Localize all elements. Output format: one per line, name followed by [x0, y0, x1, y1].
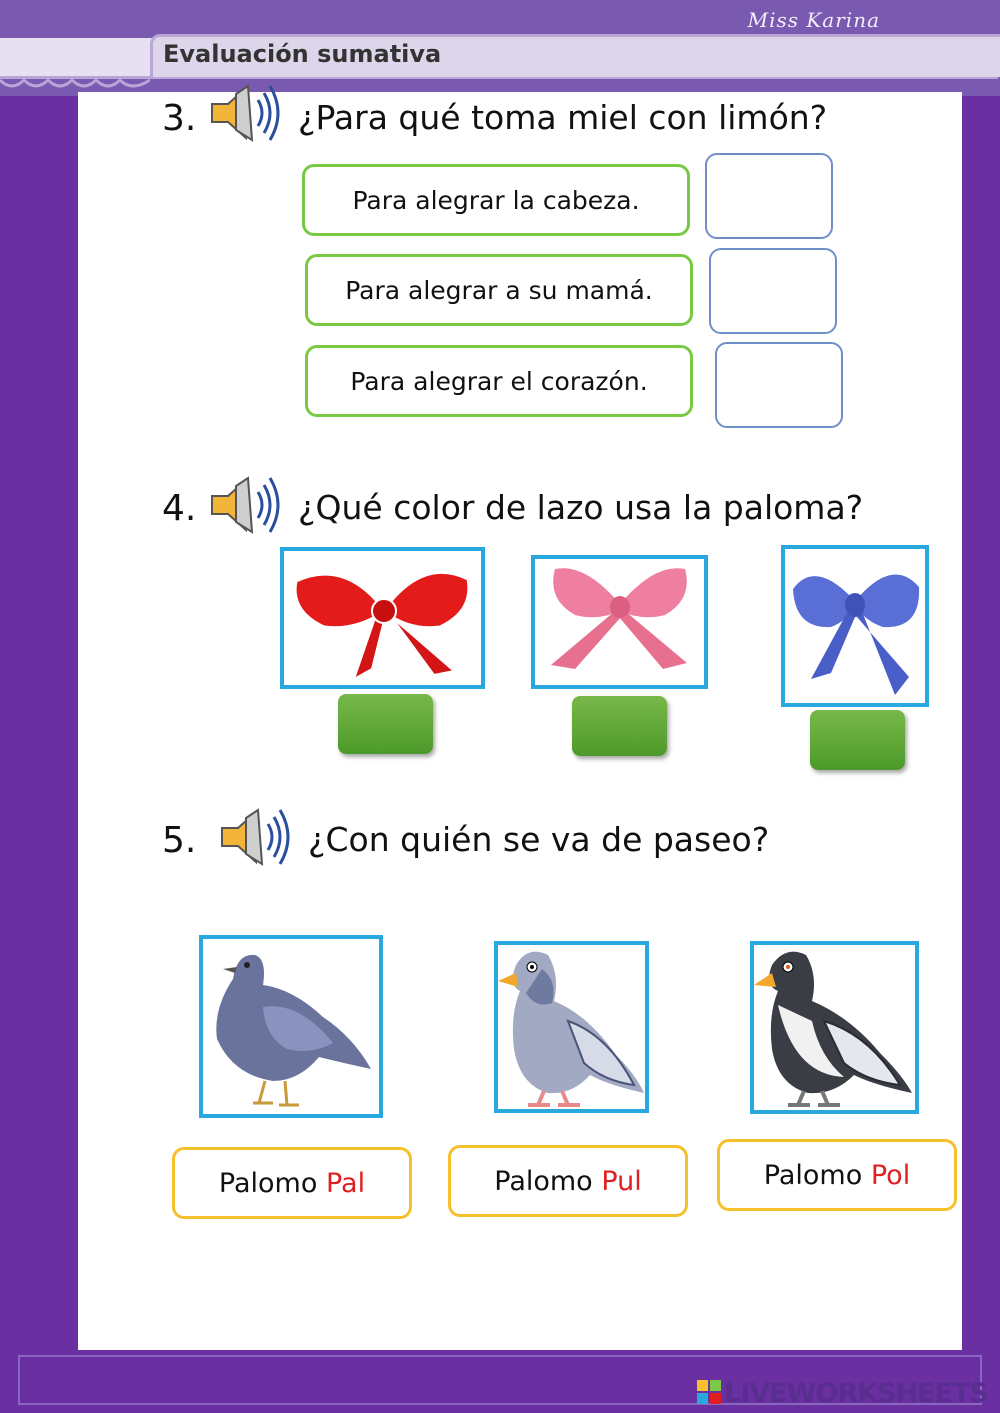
question-5-text: ¿Con quién se va de paseo?: [308, 820, 770, 859]
answer-option-pol[interactable]: [717, 1139, 957, 1211]
pigeon-icon: [203, 939, 379, 1114]
liveworksheets-watermark: LIVEWORKSHEETS: [724, 1378, 988, 1409]
answer-box-3[interactable]: [715, 342, 843, 428]
speaker-icon[interactable]: [206, 472, 284, 538]
name-prefix: Palomo: [218, 1167, 318, 1199]
question-3-text: ¿Para qué toma miel con limón?: [298, 98, 828, 137]
question-5-number: 5.: [162, 820, 197, 861]
speaker-icon[interactable]: [216, 804, 294, 870]
name-highlight: Pul: [601, 1165, 642, 1197]
answer-option-cabeza[interactable]: Para alegrar la cabeza.: [302, 164, 690, 236]
name-prefix: Palomo: [763, 1159, 863, 1191]
pigeon-blue-image[interactable]: [199, 935, 383, 1118]
select-button-red-bow[interactable]: [338, 694, 433, 754]
blue-bow-icon: [785, 549, 925, 703]
liveworksheets-logo-icon: [697, 1380, 721, 1404]
red-bow-icon: [284, 551, 481, 685]
pigeon-grey-image[interactable]: [494, 941, 649, 1113]
answer-option-corazon[interactable]: Para alegrar el corazón.: [305, 345, 693, 417]
pigeon-icon: [498, 945, 645, 1109]
pigeon-black-image[interactable]: [750, 941, 919, 1114]
answer-box-1[interactable]: [705, 153, 833, 239]
pink-bow-image[interactable]: [531, 555, 708, 689]
select-button-pink-bow[interactable]: [572, 696, 667, 756]
question-3-number: 3.: [162, 98, 197, 139]
answer-option-pul[interactable]: [448, 1145, 688, 1217]
name-prefix: Palomo: [494, 1165, 593, 1197]
question-4-text: ¿Qué color de lazo usa la paloma?: [298, 488, 864, 527]
pigeon-icon: [754, 945, 915, 1110]
name-highlight: Pal: [325, 1167, 366, 1199]
page-title: Evaluación sumativa: [163, 40, 442, 68]
speaker-icon[interactable]: [206, 80, 284, 146]
select-button-blue-bow[interactable]: [810, 710, 905, 770]
answer-option-mama[interactable]: Para alegrar a su mamá.: [305, 254, 693, 326]
blue-bow-image[interactable]: [781, 545, 929, 707]
name-highlight: Pol: [870, 1159, 911, 1191]
question-4-number: 4.: [162, 488, 197, 529]
pink-bow-icon: [535, 559, 704, 685]
author-signature: Miss Karina: [747, 8, 880, 32]
answer-option-pal[interactable]: [172, 1147, 412, 1219]
red-bow-image[interactable]: [280, 547, 485, 689]
answer-box-2[interactable]: [709, 248, 837, 334]
